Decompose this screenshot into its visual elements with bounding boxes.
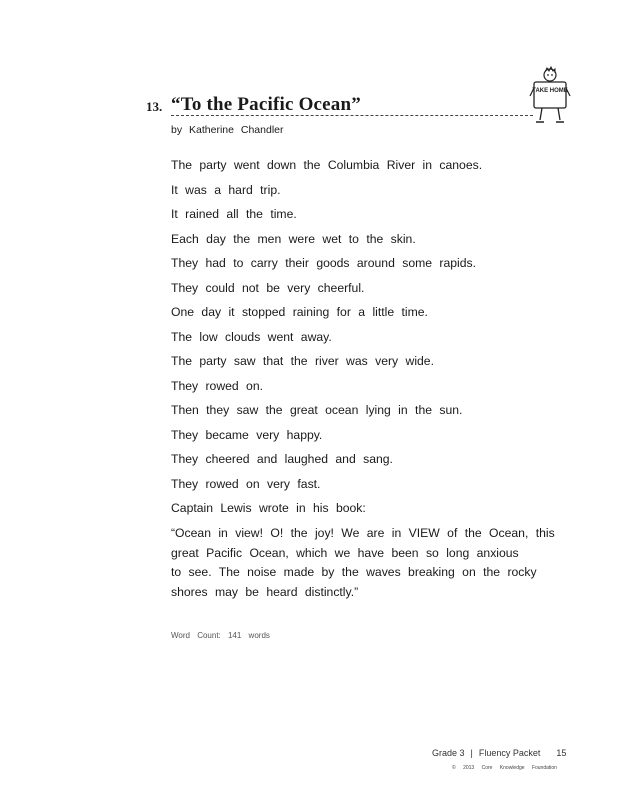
take-home-label: TAKE HOME: [532, 88, 568, 94]
text-line: to see. The noise made by the waves breaking on the rocky: [171, 565, 537, 579]
take-home-icon: [528, 66, 572, 128]
text-line: “Ocean in view! O! the joy! We are in VIEW of the Ocean, this: [171, 526, 555, 540]
page-number: 15: [556, 748, 567, 758]
footer-packet: Fluency Packet: [478, 748, 541, 758]
text-line: They rowed on very fast.: [171, 476, 321, 491]
copyright-line: © 2013 Core Knowledge Foundation: [452, 765, 557, 771]
text-line: Then they saw the great ocean lying in the sun.: [171, 403, 463, 417]
text-line: great Pacific Ocean, which we have been so long anxious: [171, 545, 519, 560]
text-line: They cheered and laughed and sang.: [171, 452, 393, 466]
text-line: They could not be very cheerful.: [171, 280, 365, 295]
text-line: They rowed on.: [171, 378, 264, 393]
text-line: It rained all the time.: [171, 207, 297, 221]
passage-number: 13.: [146, 99, 163, 114]
footer-separator: |: [470, 748, 473, 758]
text-line: They had to carry their goods around some rapids.: [171, 256, 477, 270]
page-footer: [432, 748, 566, 758]
text-line: The party went down the Columbia River in canoes.: [171, 158, 483, 172]
passage-quote: [171, 525, 571, 603]
passage-title: “To the Pacific Ocean”: [171, 94, 361, 115]
title-underline: [171, 115, 533, 116]
text-line: One day it stopped raining for a little time.: [171, 305, 428, 319]
text-line: It was a hard trip.: [171, 182, 281, 197]
text-line: Each day the men were wet to the skin.: [171, 231, 416, 246]
text-line: They became very happy.: [171, 427, 323, 442]
text-line: The low clouds went away.: [171, 329, 332, 344]
text-line: shores may be heard distinctly.”: [171, 584, 359, 599]
passage-body: [171, 157, 571, 525]
text-line: Captain Lewis wrote in his book:: [171, 501, 366, 515]
text-line: The party saw that the river was very wide.: [171, 354, 434, 368]
word-count: Word Count: 141 words: [171, 631, 270, 640]
author-byline: by Katherine Chandler: [171, 124, 284, 136]
footer-grade: Grade 3: [432, 748, 465, 758]
